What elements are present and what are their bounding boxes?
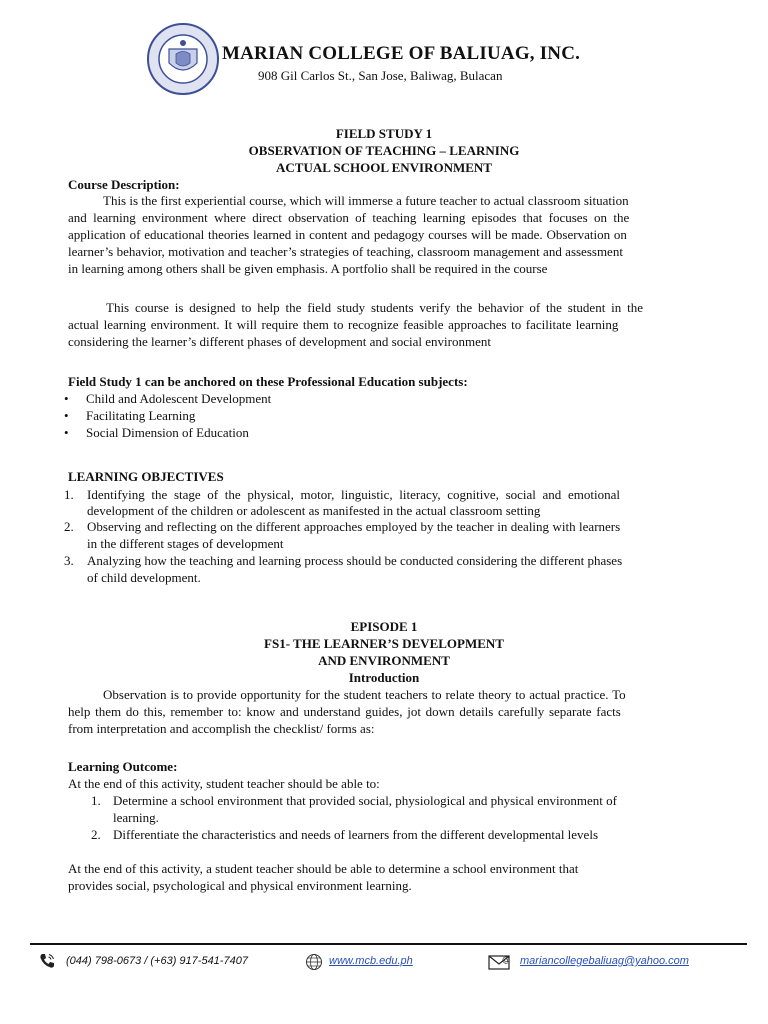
introduction-text: from interpretation and accomplish the checklist/ forms as: <box>68 721 375 736</box>
doc-title-line3: ACTUAL SCHOOL ENVIRONMENT <box>276 160 492 175</box>
college-seal-logo <box>147 23 219 95</box>
introduction-text: Observation is to provide opportunity for the student teachers to relate theory to actual practice. To <box>103 687 626 702</box>
objective-text: development of the children or adolescent as manifested in the actual classroom setting <box>87 503 541 518</box>
learning-outcome-lead: At the end of this activity, student teacher should be able to: <box>68 776 380 791</box>
objective-text: of child development. <box>87 570 201 585</box>
objective-text: in the different stages of development <box>87 536 284 551</box>
episode-subtitle: FS1- THE LEARNER’S DEVELOPMENT <box>264 636 504 651</box>
outcome-closing-text: At the end of this activity, a student teacher should be able to determine a school environment that <box>68 861 579 876</box>
svg-text:@: @ <box>502 955 510 964</box>
outcome-text: Differentiate the characteristics and needs of learners from the different developmental levels <box>113 827 598 842</box>
course-purpose-text: actual learning environment. It will require them to recognize feasible approaches to facilitate learning <box>68 317 619 332</box>
objective-number: 3. <box>64 553 74 568</box>
learning-objectives-heading: LEARNING OBJECTIVES <box>68 469 224 484</box>
course-description-text: application of educational theories learned in content and pedagogy courses will be made. Observation on <box>68 227 627 242</box>
bullet-icon: • <box>64 408 69 423</box>
list-item <box>64 391 271 407</box>
footer-website[interactable] <box>329 955 413 967</box>
objective-text: Identifying the stage of the physical, motor, linguistic, literacy, cognitive, social and emotional <box>87 487 620 502</box>
globe-icon <box>305 953 323 971</box>
introduction-text: help them do this, remember to: know and understand guides, jot down details carefully separate facts <box>68 704 621 719</box>
outcome-closing-text: provides social, psychological and physical environment learning. <box>68 878 412 893</box>
college-address: 908 Gil Carlos St., San Jose, Baliwag, Bulacan <box>258 68 503 83</box>
course-description-text: learner’s behavior, motivation and teacher’s strategies of teaching, classroom management and assessment <box>68 244 623 259</box>
phone-icon <box>38 952 56 970</box>
course-purpose-text: considering the learner’s different phases of development and social environment <box>68 334 491 349</box>
course-purpose-text: This course is designed to help the field study students verify the behavior of the student in the <box>106 300 644 315</box>
bullet-icon: • <box>64 425 69 440</box>
course-description-text: in learning among others shall be given emphasis. A portfolio shall be required in the course <box>68 261 548 276</box>
footer-email[interactable] <box>520 955 689 967</box>
outcome-number: 1. <box>91 793 101 808</box>
list-item <box>64 408 195 424</box>
bullet-icon: • <box>64 391 69 406</box>
doc-title-line2: OBSERVATION OF TEACHING – LEARNING <box>248 143 520 158</box>
outcome-text: learning. <box>113 810 159 825</box>
episode-subtitle: AND ENVIRONMENT <box>318 653 450 668</box>
introduction-heading: Introduction <box>348 670 420 685</box>
footer-divider <box>30 943 747 945</box>
website-link[interactable]: www.mcb.edu.ph <box>329 955 413 967</box>
subject-label: Child and Adolescent Development <box>86 391 272 406</box>
course-description-heading: Course Description: <box>68 177 180 192</box>
objective-number: 1. <box>64 487 74 502</box>
course-description-text: This is the first experiential course, which will immerse a future teacher to actual classroom situation <box>103 193 629 208</box>
subject-label: Facilitating Learning <box>86 408 196 423</box>
course-description-text: and learning environment where direct observation of teaching learning episodes that focuses on the <box>68 210 630 225</box>
outcome-text: Determine a school environment that provided social, physiological and physical environment of <box>113 793 617 808</box>
anchored-subjects-heading: Field Study 1 can be anchored on these Professional Education subjects: <box>68 374 468 389</box>
email-link[interactable]: mariancollegebaliuag@yahoo.com <box>520 955 689 967</box>
list-item <box>64 425 249 441</box>
objective-text: Observing and reflecting on the different approaches employed by the teacher in dealing with learners <box>87 519 621 534</box>
college-name: MARIAN COLLEGE OF BALIUAG, INC. <box>222 43 581 64</box>
subject-label: Social Dimension of Education <box>86 425 249 440</box>
outcome-number: 2. <box>91 827 101 842</box>
email-icon <box>488 953 512 971</box>
learning-outcome-heading: Learning Outcome: <box>68 759 178 774</box>
doc-title-line1: FIELD STUDY 1 <box>335 126 433 141</box>
objective-number: 2. <box>64 519 74 534</box>
footer-phone: (044) 798-0673 / (+63) 917-541-7407 <box>66 955 248 967</box>
episode-title: EPISODE 1 <box>350 619 418 634</box>
objective-text: Analyzing how the teaching and learning process should be conducted considering the different phases <box>87 553 623 568</box>
